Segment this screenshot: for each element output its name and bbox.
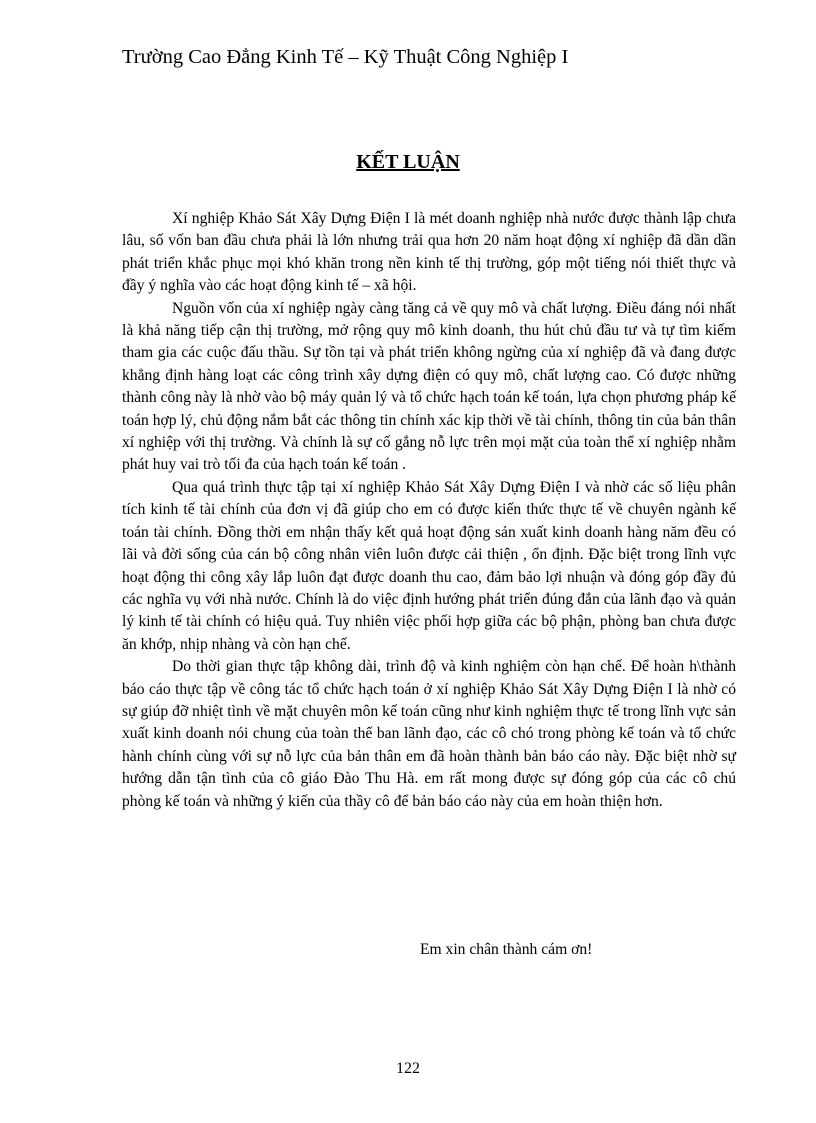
page-title-text: KẾT LUẬN [356, 151, 460, 173]
conclusion-body [122, 208, 736, 813]
document-header: Trường Cao Đẳng Kinh Tế – Kỹ Thuật Công Nghiệp I [122, 46, 569, 68]
page-number: 122 [396, 1060, 420, 1077]
paragraph-3: Qua quá trình thực tập tại xí nghiệp Khảo Sát Xây Dựng Điện I và nhờ các số liệu phân tích kinh tế tài chính của đơn vị đã giúp cho em có được kiến thức thực tế về chuyên ngành kế toán tài chính. Đồng thời em nhận thấy kết quả hoạt động sản xuất kinh doanh hàng năm đều có lãi và đời sống của cán bộ công nhân viên luôn được cải thiện , ổn định. Đặc biệt trong lĩnh vực hoạt động thi công xây lắp luôn đạt được doanh thu cao, đảm bảo lợi nhuận và đóng góp đầy đủ các nghĩa vụ với nhà nước. Chính là do việc định hướng phát triển đúng đắn của lãnh đạo và quản lý kinh tế tài chính có hiệu quả. Tuy nhiên việc phối hợp giữa các bộ phận, phòng ban chưa được ăn khớp, nhịp nhàng và còn hạn chế. [122, 478, 736, 653]
paragraph-2: Nguồn vốn của xí nghiệp ngày càng tăng cả về quy mô và chất lượng. Điều đáng nói nhất là khả năng tiếp cận thị trường, mở rộng quy mô kinh doanh, thu hút chủ đầu tư và tự tìm kiếm tham gia các cuộc đấu thầu. Sự tồn tại và phát triển không ngừng của xí nghiệp đã và đang được khẳng định hàng loạt các công trình xây dựng điện có quy mô, chất lượng cao. Có được những thành công này là nhờ vào bộ máy quản lý và tổ chức hạch toán kế toán, lựa chọn phương pháp kế toán hợp lý, chủ động nắm bắt các thông tin chính xác kịp thời về tài chính, thông tin của bản thân xí nghiệp với thị trường. Và chính là sự cố gắng nỗ lực trên mọi mặt của toàn thể xí nghiệp nhằm phát huy vai trò tối đa của hạch toán kế toán . [122, 299, 736, 474]
closing-line: Em xin chân thành cám ơn! [420, 941, 593, 958]
paragraph-4: Do thời gian thực tập không dài, trình độ và kinh nghiệm còn hạn chế. Để hoàn h\thành báo cáo thực tập về công tác tổ chức hạch toán ở xí nghiệp Khảo Sát Xây Dựng Điện I là nhờ có sự giúp đỡ nhiệt tình về mặt chuyên môn kế toán cũng như kinh nghiệm thực tế trong lĩnh vực sản xuất kinh doanh nói chung của toàn thể ban lãnh đạo, các cô chó trong phòng kế toán và tổ chức hành chính cùng với sự nỗ lực của bản thân em đã hoàn thành bản báo cáo này. Đặc biệt nhờ sự hướng dẫn tận tình của cô giáo Đào Thu Hà. em rất mong được sự đóng góp của các cô chú phòng kế toán và những ý kiến của thầy cô để bản báo cáo này của em hoàn thiện hơn. [122, 658, 736, 810]
paragraph-1: Xí nghiệp Khảo Sát Xây Dựng Điện I là mét doanh nghiệp nhà nước được thành lập chưa lâu, số vốn ban đầu chưa phải là lớn nhưng trải qua hơn 20 năm hoạt động xí nghiệp đã dần dần phát triển khắc phục mọi khó khăn trong nền kinh tế thị trường, góp một tiếng nói thiết thực và đầy ý nghĩa vào các hoạt động kinh tế – xã hội. [122, 210, 736, 295]
page-title [0, 151, 816, 174]
